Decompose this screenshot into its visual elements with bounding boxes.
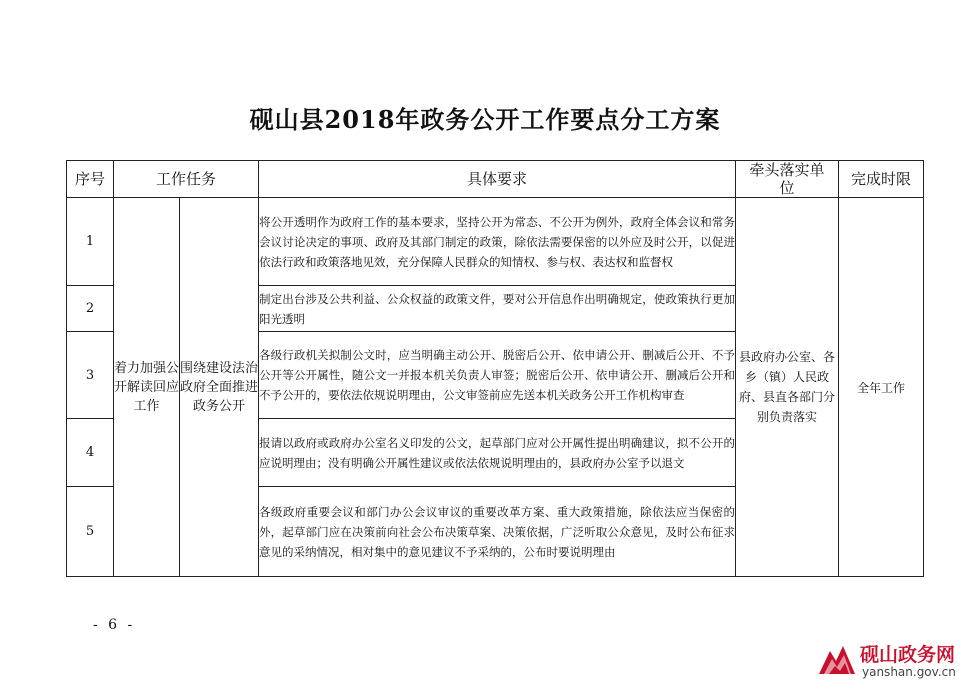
document-title: 砚山县2018年政务公开工作要点分工方案 [249, 105, 721, 134]
requirement-text: 各级政府重要会议和部门办公会议审议的重要改革方案、重大政策措施，除依法应当保密的外，起草部门应在决策前向社会公布决策草案、决策依据，广泛听取公众意见，及时公布征求意见的采纳情况，相对集中的意见建议不予采纳的，公布时要说明理由 [259, 487, 736, 577]
requirement-text: 制定出台涉及公共利益、公众权益的政策文件，要对公开信息作出明确规定，使政策执行更加阳光透明 [259, 286, 736, 332]
page-number: - 6 - [93, 617, 136, 633]
row-number: 5 [67, 487, 114, 577]
lead-unit: 县政府办公室、各乡（镇）人民政府、县直各部门分别负责落实 [736, 198, 839, 577]
requirement-text: 报请以政府或政府办公室名义印发的公文，起草部门应对公开属性提出明确建议，拟不公开的应说明理由；没有明确公开属性建议或依法依规说明理由的，县政府办公室予以退文 [259, 419, 736, 487]
header-deadline: 完成时限 [839, 161, 924, 198]
header-lead-unit: 牵头落实单位 [736, 161, 839, 198]
table-header-row [67, 161, 924, 198]
row-number: 2 [67, 286, 114, 332]
table-row [67, 198, 924, 286]
header-requirements: 具体要求 [259, 161, 736, 198]
task-subcategory: 围绕建设法治政府全面推进政务公开 [180, 198, 259, 577]
work-plan-table [66, 160, 924, 577]
row-number: 1 [67, 198, 114, 286]
header-seq: 序号 [67, 161, 114, 198]
site-watermark [818, 636, 970, 686]
header-task: 工作任务 [114, 161, 259, 198]
site-url: yanshan.gov.cn [862, 665, 956, 679]
deadline: 全年工作 [839, 198, 924, 577]
requirement-text: 将公开透明作为政府工作的基本要求，坚持公开为常态、不公开为例外，政府全体会议和常务会议讨论决定的事项、政府及其部门制定的政策，除依法需要保密的以外应及时公开，以促进依法行政和政策落地见效，充分保障人民群众的知情权、参与权、表达权和监督权 [259, 198, 736, 286]
row-number: 4 [67, 419, 114, 487]
site-name: 砚山政务网 [860, 644, 956, 666]
requirement-text: 各级行政机关拟制公文时，应当明确主动公开、脱密后公开、依申请公开、删减后公开、不予公开等公开属性，随公文一并报本机关负责人审签；脱密后公开、依申请公开、删减后公开和不予公开的，要依法依规说明理由，公文审签前应先送本机关政务公开工作机构审查 [259, 332, 736, 419]
row-number: 3 [67, 332, 114, 419]
task-category: 着力加强公开解读回应工作 [114, 198, 180, 577]
mountain-logo-icon [818, 642, 856, 676]
